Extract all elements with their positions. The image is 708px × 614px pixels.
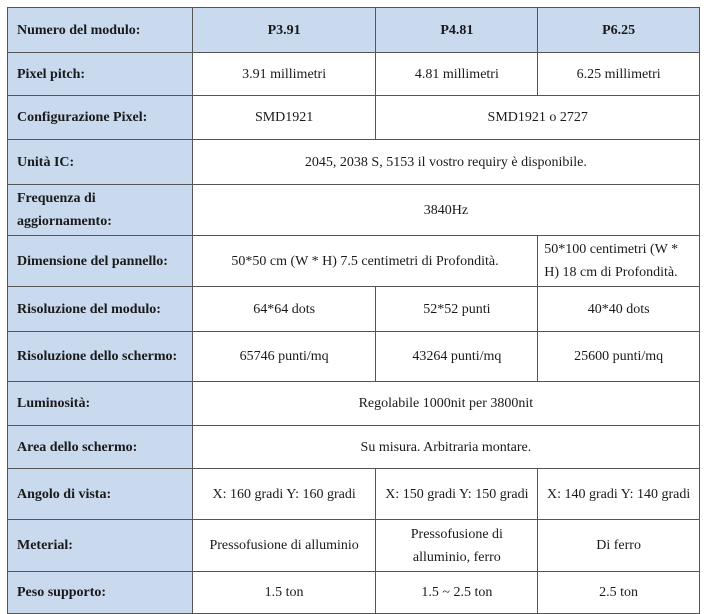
table-row bbox=[8, 96, 700, 140]
row-label: Frequenza di aggiornamento: bbox=[8, 185, 193, 236]
row-label: Peso supporto: bbox=[8, 572, 193, 614]
row-label: Risoluzione dello schermo: bbox=[8, 332, 193, 382]
header-label: Numero del modulo: bbox=[8, 8, 193, 53]
table-row bbox=[8, 572, 700, 614]
table-cell: 3840Hz bbox=[192, 185, 699, 236]
model-header-p625: P6.25 bbox=[538, 8, 700, 53]
table-cell: 2045, 2038 S, 5153 il vostro requiry è disponibile. bbox=[192, 140, 699, 185]
row-label: Angolo di vista: bbox=[8, 469, 193, 520]
table-row bbox=[8, 426, 700, 469]
row-label: Dimensione del pannello: bbox=[8, 236, 193, 287]
table-cell: 1.5 ton bbox=[192, 572, 376, 614]
table-cell: 52*52 punti bbox=[376, 287, 538, 332]
table-cell: 40*40 dots bbox=[538, 287, 700, 332]
table-cell: 2.5 ton bbox=[538, 572, 700, 614]
row-label: Meterial: bbox=[8, 520, 193, 572]
table-cell: SMD1921 o 2727 bbox=[376, 96, 700, 140]
table-cell: X: 140 gradi Y: 140 gradi bbox=[538, 469, 700, 520]
table-row bbox=[8, 140, 700, 185]
table-header-row bbox=[8, 8, 700, 53]
table-cell: Su misura. Arbitraria montare. bbox=[192, 426, 699, 469]
row-label: Area dello schermo: bbox=[8, 426, 193, 469]
row-label: Luminosità: bbox=[8, 382, 193, 426]
table-cell: X: 160 gradi Y: 160 gradi bbox=[192, 469, 376, 520]
table-row bbox=[8, 469, 700, 520]
table-row bbox=[8, 53, 700, 96]
table-row bbox=[8, 382, 700, 426]
table-cell: Di ferro bbox=[538, 520, 700, 572]
table-cell: 1.5 ~ 2.5 ton bbox=[376, 572, 538, 614]
spec-table bbox=[7, 7, 700, 614]
table-cell: SMD1921 bbox=[192, 96, 376, 140]
table-cell: 43264 punti/mq bbox=[376, 332, 538, 382]
table-cell: 4.81 millimetri bbox=[376, 53, 538, 96]
table-cell: 6.25 millimetri bbox=[538, 53, 700, 96]
table-cell: 25600 punti/mq bbox=[538, 332, 700, 382]
table-cell: 64*64 dots bbox=[192, 287, 376, 332]
table-cell: Pressofusione di alluminio, ferro bbox=[376, 520, 538, 572]
table-row bbox=[8, 236, 700, 287]
table-cell: 50*50 cm (W * H) 7.5 centimetri di Profondità. bbox=[192, 236, 537, 287]
row-label: Unità IC: bbox=[8, 140, 193, 185]
table-row bbox=[8, 287, 700, 332]
model-header-p391: P3.91 bbox=[192, 8, 376, 53]
table-row bbox=[8, 185, 700, 236]
table-cell: 65746 punti/mq bbox=[192, 332, 376, 382]
table-cell: Pressofusione di alluminio bbox=[192, 520, 376, 572]
row-label: Risoluzione del modulo: bbox=[8, 287, 193, 332]
table-cell: 3.91 millimetri bbox=[192, 53, 376, 96]
table-cell: 50*100 centimetri (W * H) 18 cm di Profondità. bbox=[538, 236, 700, 287]
table-cell: Regolabile 1000nit per 3800nit bbox=[192, 382, 699, 426]
row-label: Pixel pitch: bbox=[8, 53, 193, 96]
row-label: Configurazione Pixel: bbox=[8, 96, 193, 140]
model-header-p481: P4.81 bbox=[376, 8, 538, 53]
table-row bbox=[8, 332, 700, 382]
table-cell: X: 150 gradi Y: 150 gradi bbox=[376, 469, 538, 520]
table-row bbox=[8, 520, 700, 572]
